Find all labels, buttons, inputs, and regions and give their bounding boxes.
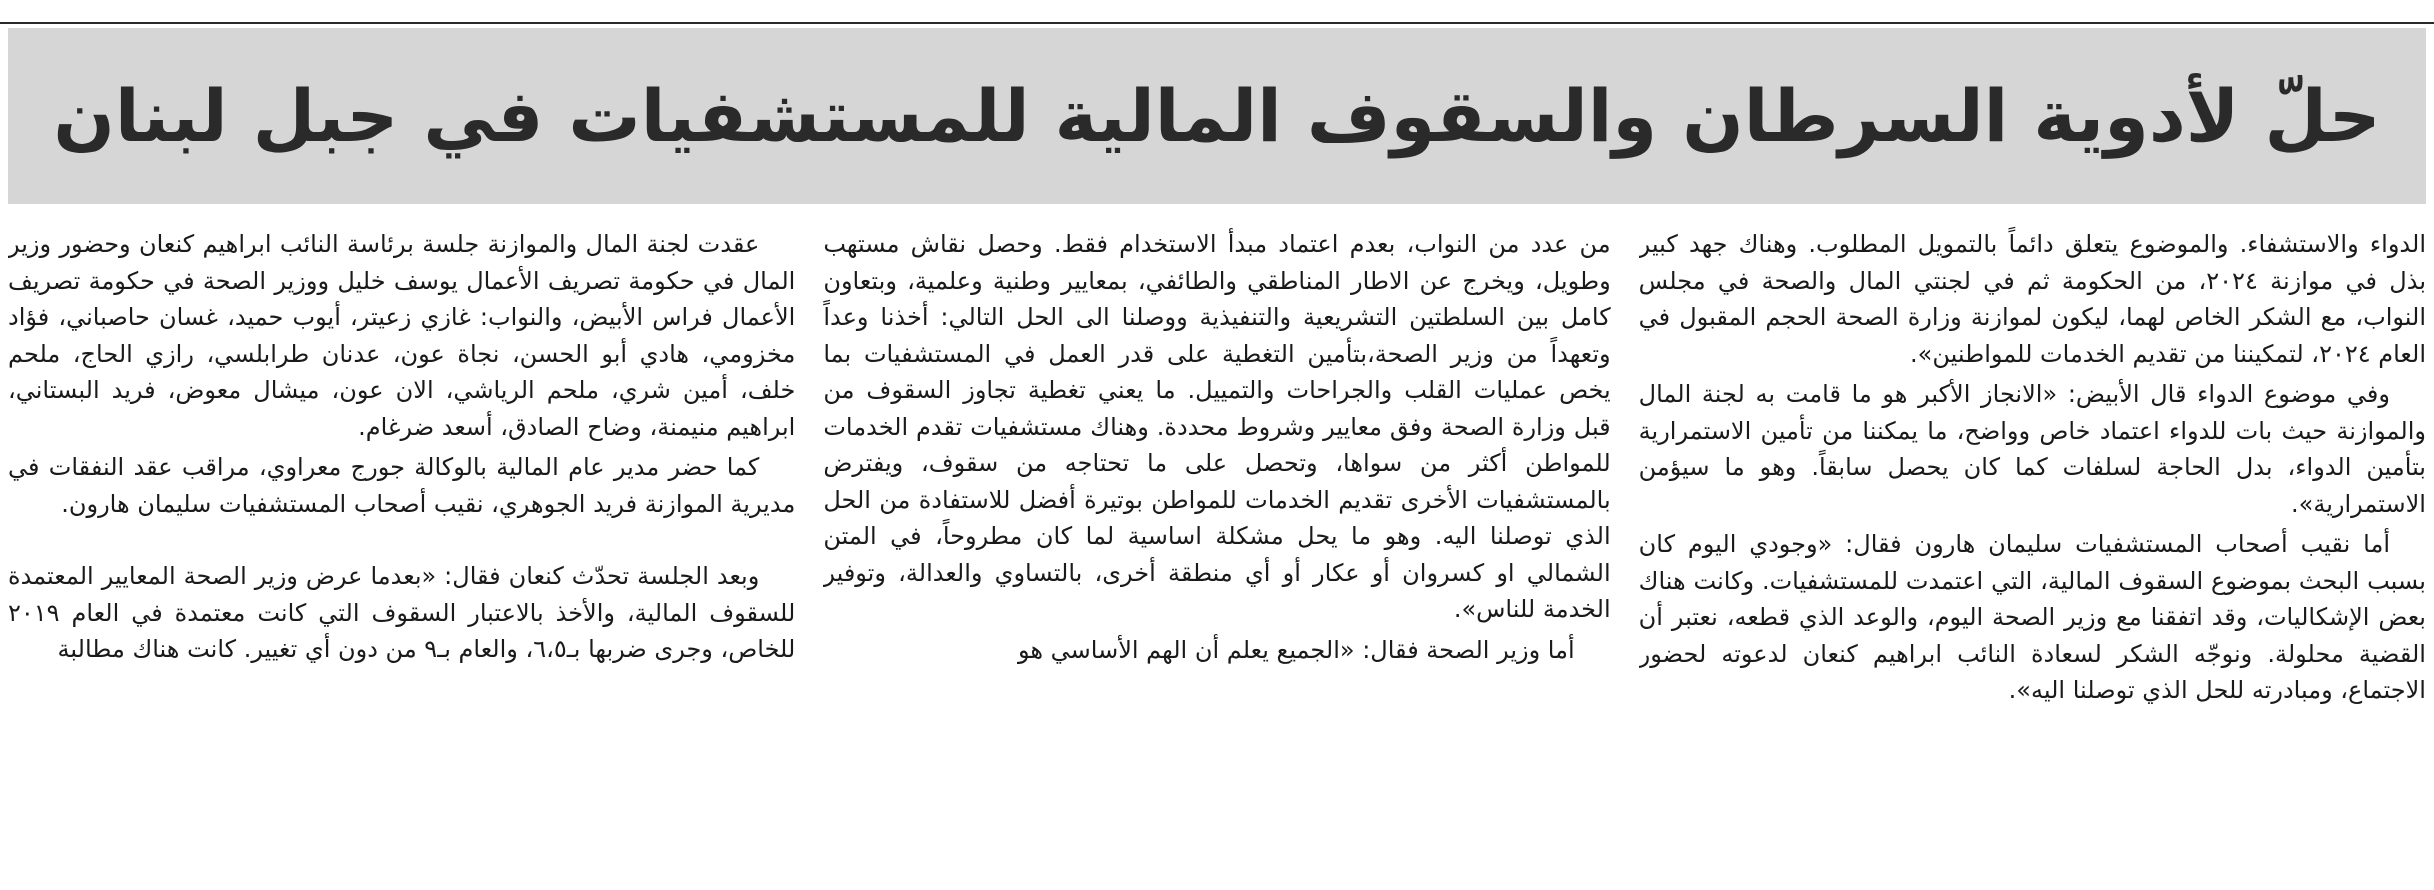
paragraph: عقدت لجنة المال والموازنة جلسة برئاسة النائب ابراهيم كنعان وحضور وزير المال في حكومة تصريف الأعمال يوسف خليل ووزير الصحة في حكومة تصريف الأعمال فراس الأبيض، والنواب: غازي زعيتر، أيوب حميد، غسان حاصباني، فؤاد مخزومي، هادي أبو الحسن، نجاة عون، عدنان طرابلسي، رازي الحاج، ملحم خلف، أمين شري، ملحم الرياشي، الان عون، ميشال معوض، فريد البستاني، ابراهيم منيمنة، وضاح الصادق، أسعد ضرغام. xyxy=(8,230,796,441)
article-headline: حلّ لأدوية السرطان والسقوف المالية للمستشفيات في جبل لبنان xyxy=(53,74,2381,158)
paragraph: أما نقيب أصحاب المستشفيات سليمان هارون فقال: «وجودي اليوم كان بسبب البحث بموضوع السقوف المالية، التي اعتمدت للمستشفيات. وكانت هناك بعض الإشكاليات، وقد اتفقنا مع وزير الصحة اليوم، والوعد الذي قطعه، نعتبر أن القضية محلولة. ونوجّه الشكر لسعادة النائب ابراهيم كنعان لدعوته لحضور الاجتماع، ومبادرته للحل الذي توصلنا اليه». xyxy=(1638,530,2426,704)
paragraph: من عدد من النواب، بعدم اعتماد مبدأ الاستخدام فقط. وحصل نقاش مستهب وطويل، ويخرج عن الاطار المناطقي والطائفي، بمعايير وطنية وعلمية، وبتعاون كامل بين السلطتين التشريعية والتنفيذية ووصلنا الى الحل التالي: أخذنا وعداً وتعهداً من وزير الصحة،بتأمين التغطية على قدر العمل في المستشفيات بما يخص عمليات القلب والجراحات والتمييل. ما يعني تغطية تجاوز السقوف من قبل وزارة الصحة وفق معايير وشروط محددة. وهناك مستشفيات تقدم الخدمات للمواطن أكثر من سواها، وتحصل على ما تحتاجه من سقوف، ويفترض بالمستشفيات الأخرى تقديم الخدمات للمواطن بوتيرة أفضل للاستفادة من الحل الذي توصلنا اليه. وهو ما يحل مشكلة اساسية لما كان مطروحاً، في المتن الشمالي او كسروان أو عكار أو أي منطقة أخرى، بالتساوي والعدالة، وتوفير الخدمة للناس». xyxy=(823,230,1611,623)
article-body xyxy=(8,226,2426,876)
paragraph: الدواء والاستشفاء. والموضوع يتعلق دائماً بالتمويل المطلوب. وهناك جهد كبير بذل في موازنة ٢٠٢٤، من الحكومة ثم في لجنتي المال والصحة في مجلس النواب، مع الشكر الخاص لهما، ليكون لموازنة وزارة الصحة الحجم المقبول في العام ٢٠٢٤، لتمكيننا من تقديم الخدمات للمواطنين». xyxy=(1638,230,2426,368)
article-column-1 xyxy=(8,226,795,876)
paragraph: كما حضر مدير عام المالية بالوكالة جورج معراوي، مراقب عقد النفقات في مديرية الموازنة فريد الجوهري، نقيب أصحاب المستشفيات سليمان هارون. xyxy=(8,453,796,518)
top-rule xyxy=(0,22,2434,24)
article-column-2 xyxy=(823,226,1610,876)
paragraph: وفي موضوع الدواء قال الأبيض: «الانجاز الأكبر هو ما قامت به لجنة المال والموازنة حيث بات للدواء اعتماد خاص وواضح، ما يمكننا من تأمين الاستمرارية بتأمين الدواء، بدل الحاجة لسلفات كما كان يحصل سابقاً. وهو ما سيؤمن الاستمرارية». xyxy=(1638,380,2426,518)
article-column-3 xyxy=(1639,226,2426,876)
paragraph: وبعد الجلسة تحدّث كنعان فقال: «بعدما عرض وزير الصحة المعايير المعتمدة للسقوف المالية، والأخذ بالاعتبار السقوف التي كانت معتمدة في العام ٢٠١٩ للخاص، وجرى ضربها بـ٦،٥، والعام بـ٩ من دون أي تغيير. كانت هناك مطالبة xyxy=(8,562,796,663)
paragraph: أما وزير الصحة فقال: «الجميع يعلم أن الهم الأساسي هو xyxy=(1017,635,1575,664)
headline-band xyxy=(8,28,2426,204)
